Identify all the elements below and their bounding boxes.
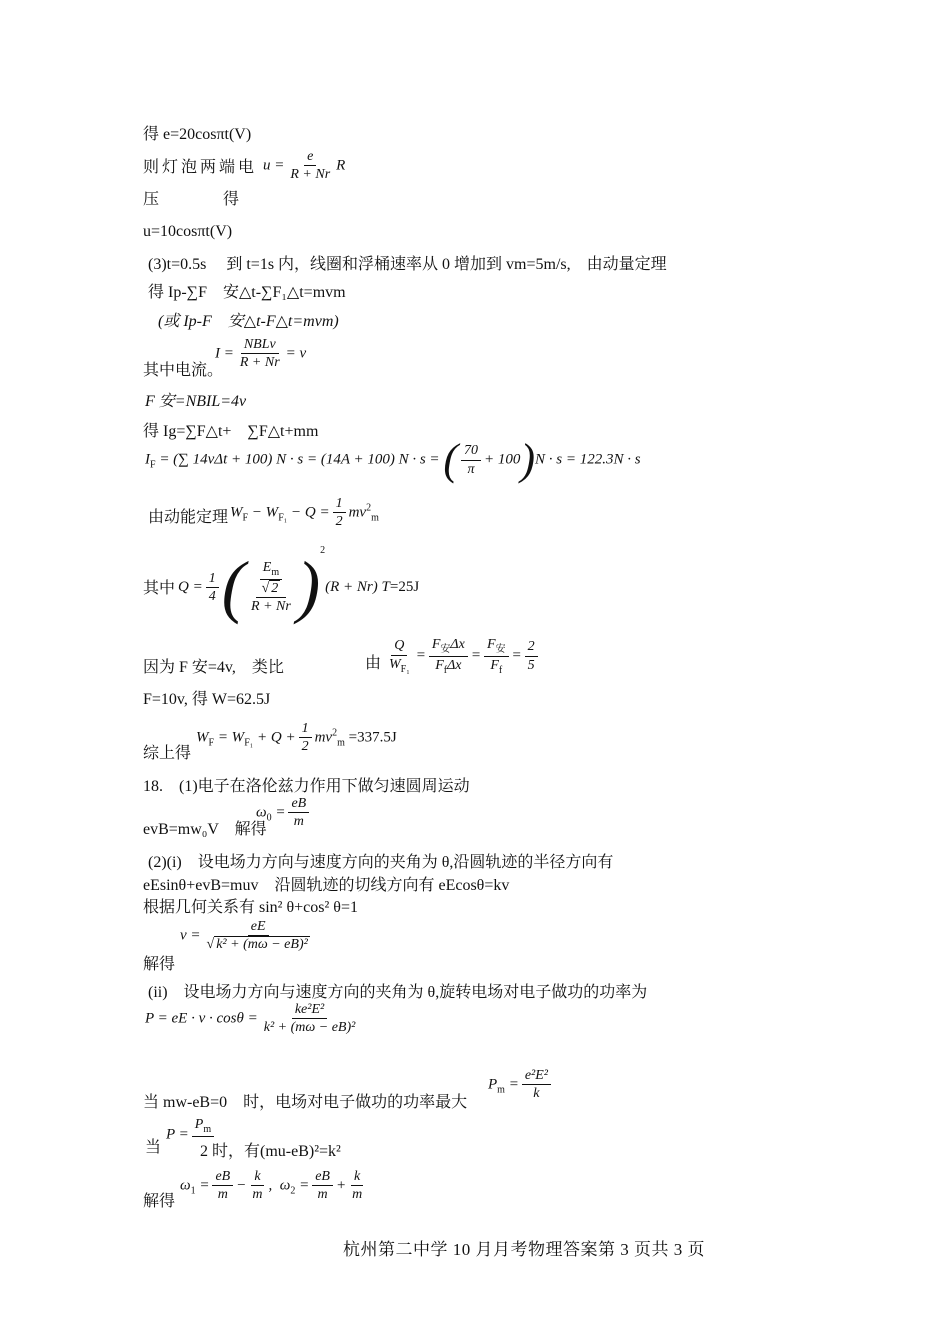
heat-result: =25J (389, 579, 420, 595)
formula-power: P = eE · v · cosθ = $\frac{\text{ke²E²}}{\text{k² + (mω − eB)²}}$ (145, 1002, 356, 1036)
line-part2-ii: (ii) 设电场力方向与速度方向的夹角为 θ,旋转电场对电子做功的功率为 (148, 984, 648, 1001)
line-impulse: 得 Ig=∑F△t+ ∑F△t+mm (143, 423, 319, 440)
formula-pm: $P_m$ = $\frac{\text{e²E²}}{k}$ (488, 1068, 554, 1102)
line-solve-omega: 解得 (143, 1193, 176, 1210)
impulse-result: N · s = 122.3N · s (535, 451, 641, 468)
line-analogy-you: 由 (365, 655, 382, 672)
formula-current: I = $\frac{\text{NBLv}}{R + Nr}$ = v (215, 337, 307, 371)
line-solve-v: 解得 (143, 956, 176, 973)
formula-p-half: P = $P_m$ (166, 1117, 217, 1153)
formula-omega12: $\omega_1$ = $\frac{eB}{m}$ − $\frac{k}{m}$ , $\omega_2$ = $\frac{eB}{m}$ + $\frac{k}{m}$ (180, 1169, 363, 1203)
line-part2-i: (2)(i) 设电场力方向与速度方向的夹角为 θ,沿圆轨迹的半径方向有 (148, 854, 614, 871)
line-lamp-voltage-b: 压 得 (143, 191, 240, 208)
formula-heat: Q = $\frac{1}{4}$ ( $\frac{\frac{E_m}{√ 2}}{R + Nr}$ )$^2$(R + Nr) T=25J (178, 545, 420, 626)
line-q18-part1: 18. (1)电子在洛伦兹力作用下做匀速圆周运动 (143, 778, 470, 795)
formula-omega0: $\omega_0$ = $\frac{eB}{m}$ (256, 796, 312, 830)
line-energy-theorem: 由动能定理 (148, 509, 229, 526)
line-geometry: 根据几何关系有 sin² θ+cos² θ=1 (143, 899, 358, 916)
line-heat-label: 其中 (143, 580, 176, 597)
line-when-condition: 2 时，有(mu-eB)²=k² (200, 1143, 341, 1160)
line-part3-intro: (3)t=0.5s 到 t=1s 内，线圈和浮桶速率从 0 增加到 vm=5m/s, 由动量定理 (148, 256, 667, 273)
formula-u: u = $\frac{e}{R + Nr}$ R (263, 149, 346, 183)
line-evb: evB=mw₀V 解得 (143, 821, 267, 838)
line-when-label: 当 (145, 1139, 162, 1156)
line-current-label: 其中电流。 (143, 362, 224, 379)
line-analogy: 因为 F 安=4v, 类比 (143, 659, 284, 676)
line-u-result: u=10cosπt(V) (143, 223, 233, 240)
formula-ratio: $\frac{Q}{W_{F_1}}$ = $\frac{F_安\Delta x}{F_f\Delta x}$ = $\frac{F_安}{F_f}$ = $\frac{2}{5}$ (383, 637, 541, 676)
line-momentum-alt: (或 Ip-F 安△t-F△t=mvm) (158, 313, 339, 330)
line-lamp-voltage-a: 则灯泡两端电 (143, 159, 258, 176)
formula-v: v = $\frac{eE}{\text{√ k² + (mω − eB)²}}$ (180, 919, 308, 953)
line-ampere-force: F 安=NBIL=4v (145, 393, 247, 410)
line-radial-tangent: eEsinθ+evB=muv 沿圆轨迹的切线方向有 eEcosθ=kv (143, 877, 510, 894)
line-momentum: 得 Ip-∑F 安△t-∑F₁△t=mvm (148, 284, 346, 301)
line-max-power: 当 mw-eB=0 时，电场对电子做功的功率最大 (143, 1094, 468, 1111)
line-work-f: F=10v, 得 W=62.5J (143, 691, 271, 708)
formula-energy: $W_F - W_{F_1} - Q$ = $\frac{1}{2}$ $mv^2_m$ (230, 496, 379, 530)
page-footer: 杭州第二中学 10 月月考物理答案第 3 页共 3 页 (343, 1240, 705, 1259)
line-summary-label: 综上得 (143, 745, 192, 762)
formula-impulse: $I_F$ = (∑ 14vΔt + 100) N · s = (14A + 100) N · s = ( $\frac{70}{\pi}$ + 100)N · s = 122.3N · s (145, 435, 641, 484)
formula-total-work: $W_F = W_{F_1} + Q$ + $\frac{1}{2}$ $mv^2_m =337.5J$ (196, 721, 397, 755)
line-emf: 得 e=20cosπt(V) (143, 126, 252, 143)
total-work-result: =337.5J (348, 729, 397, 746)
